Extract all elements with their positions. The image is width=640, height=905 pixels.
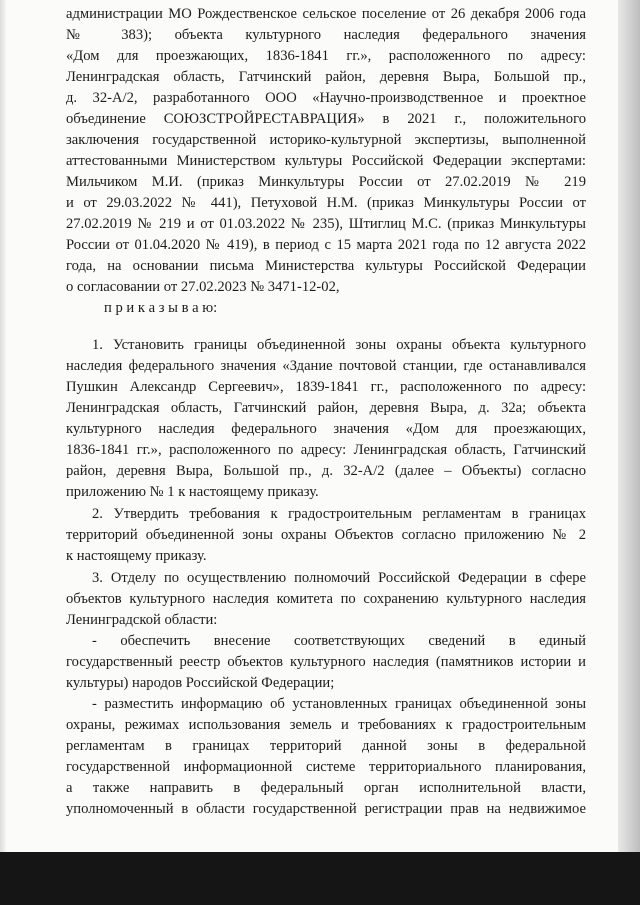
- item-3-line: государственной информационной системе территориального планирования,: [66, 759, 586, 775]
- text-line: «Дом для проезжающих, 1836-1841 гг.», расположенного по адресу:: [66, 48, 586, 64]
- item-3-line: охраны, режимах использования земель и требованиях к градостроительным: [66, 717, 586, 733]
- text-line: о согласовании от 27.02.2023 № 3471-12-02,: [66, 279, 340, 295]
- item-3-line: государственный реестр объектов культурного наследия (памятников истории и: [66, 654, 586, 670]
- item-1-line: приложению № 1 к настоящему приказу.: [66, 484, 319, 500]
- item-1-line: район, деревня Выра, Большой пр., д. 32-А/2 (далее – Объекты) согласно: [66, 463, 586, 479]
- text-line: объединение СОЮЗСТРОЙРЕСТАВРАЦИЯ» в 2021 г., положительного: [66, 111, 586, 127]
- item-1-line: наследия федерального значения «Здание почтовой станции, где останавливался: [66, 358, 586, 374]
- item-3-line: уполномоченный в области государственной регистрации прав на недвижимое: [66, 801, 586, 817]
- item-1-line: Пушкин Александр Сергеевич», 1839-1841 гг., расположенного по адресу:: [66, 379, 586, 395]
- item-3-line: регламентам в границах территорий данной зоны в федеральной: [66, 738, 586, 754]
- item-3-line: культуры) народов Российской Федерации;: [66, 675, 335, 691]
- text-line: 27.02.2019 № 219 и от 01.03.2022 № 235), Штиглиц М.С. (приказ Минкультуры: [66, 216, 586, 232]
- text-line: Ленинградская область, Гатчинский район, деревня Выра, Большой пр.,: [66, 69, 586, 85]
- item-3-line: 3. Отделу по осуществлению полномочий Российской Федерации в сфере: [92, 570, 586, 586]
- order-word: п р и к а з ы в а ю:: [104, 300, 218, 316]
- item-2-line: к настоящему приказу.: [66, 548, 207, 564]
- text-line: России от 01.04.2020 № 419), в период с 15 марта 2021 года по 12 августа 2022: [66, 237, 586, 253]
- item-2-line: территорий объединенной зоны охраны Объектов согласно приложению № 2: [66, 527, 586, 543]
- item-1-line: 1. Установить границы объединенной зоны охраны объекта культурного: [92, 337, 586, 353]
- item-3-line: а также направить в федеральный орган исполнительной власти,: [66, 780, 586, 796]
- text-line: д. 32-А/2, разработанного ООО «Научно-производственное и проектное: [66, 90, 586, 106]
- item-3-line: Ленинградской области:: [66, 612, 218, 628]
- item-3-line: объектов культурного наследия комитета по сохранению культурного наследия: [66, 591, 586, 607]
- text-line: № 383); объекта культурного наследия федерального значения: [66, 27, 586, 43]
- text-line: Мильчиком М.И. (приказ Минкультуры России от 27.02.2019 № 219: [66, 174, 586, 190]
- item-1-line: Ленинградская область, Гатчинский район, деревня Выра, д. 32а; объекта: [66, 400, 586, 416]
- page-right-shadow: [618, 0, 640, 852]
- text-line: заключения государственной историко-культурной экспертизы, выполненной: [66, 132, 586, 148]
- page-left-shadow: [0, 0, 6, 852]
- item-1-line: 1836-1841 гг.», расположенного по адресу: Ленинградская область, Гатчинский: [66, 442, 586, 458]
- item-2-line: 2. Утвердить требования к градостроительным регламентам в границах: [92, 506, 586, 522]
- item-3-line: - обеспечить внесение соответствующих сведений в единый: [92, 633, 586, 649]
- item-1-line: культурного наследия федерального значения «Дом для проезжающих,: [66, 421, 586, 437]
- text-line: аттестованными Министерством культуры Российской Федерации экспертами:: [66, 153, 586, 169]
- text-line: года, на основании письма Министерства культуры Российской Федерации: [66, 258, 586, 274]
- item-3-line: - разместить информацию об установленных границах объединенной зоны: [92, 696, 586, 712]
- text-line: администрации МО Рождественское сельское поселение от 26 декабря 2006 года: [66, 6, 586, 22]
- scan-bottom-band: [0, 852, 640, 905]
- text-line: и от 29.03.2022 № 441), Петуховой Н.М. (приказ Минкультуры России от: [66, 195, 586, 211]
